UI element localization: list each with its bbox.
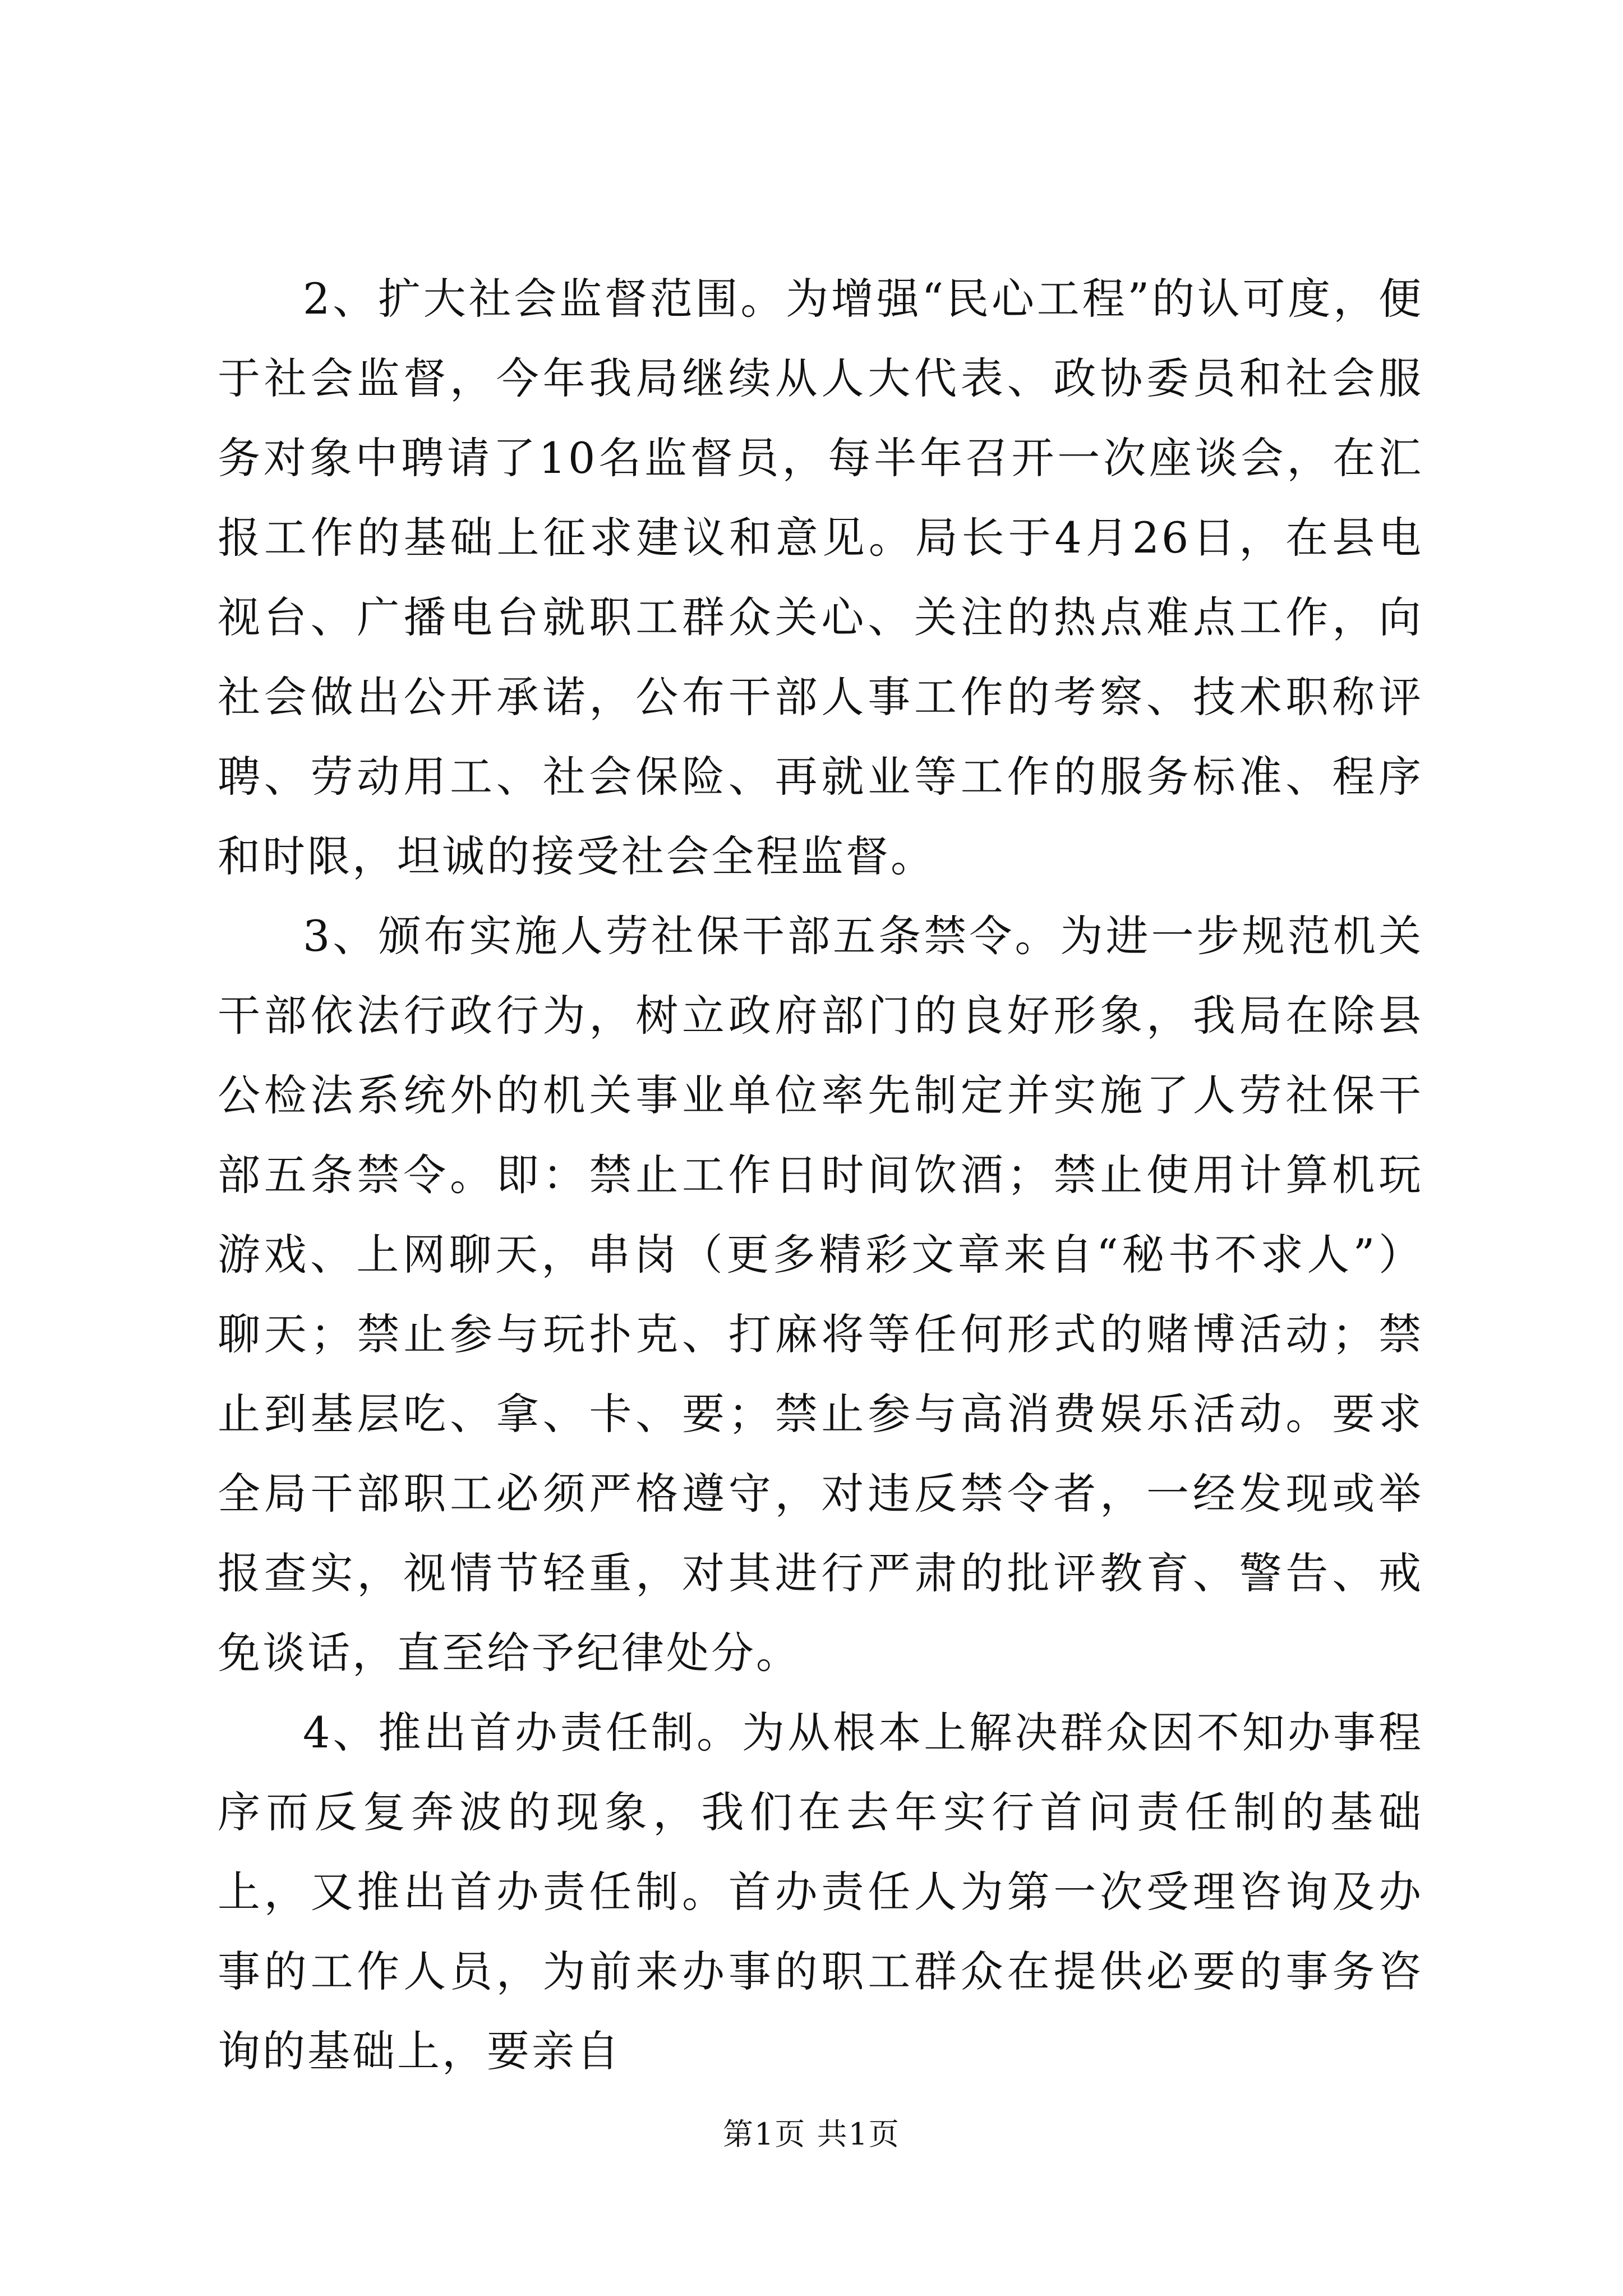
document-body bbox=[218, 259, 1423, 2091]
page-footer: 第1页 共1页 bbox=[723, 2116, 900, 2152]
paragraph-item-4: 4、推出首办责任制。为从根本上解决群众因不知办事程序而反复奔波的现象，我们在去年实行首问责任制的基础上，又推出首办责任制。首办责任人为第一次受理咨询及办事的工作人员，为前来办事的职工群众在提供必要的事务咨询的基础上，要亲自 bbox=[218, 1708, 1423, 2076]
paragraph-item-2: 2、扩大社会监督范围。为增强“民心工程”的认可度，便于社会监督，今年我局继续从人大代表、政协委员和社会服务对象中聘请了10名监督员，每半年召开一次座谈会，在汇报工作的基础上征求建议和意见。局长于4月26日，在县电视台、广播电台就职工群众关心、关注的热点难点工作，向社会做出公开承诺，公布干部人事工作的考察、技术职称评聘、劳动用工、社会保险、再就业等工作的服务标准、程序和时限，坦诚的接受社会全程监督。 bbox=[218, 274, 1423, 881]
paragraph-item-3: 3、颁布实施人劳社保干部五条禁令。为进一步规范机关干部依法行政行为，树立政府部门的良好形象，我局在除县公检法系统外的机关事业单位率先制定并实施了人劳社保干部五条禁令。即：禁止工作日时间饮酒；禁止使用计算机玩游戏、上网聊天，串岗（更多精彩文章来自“秘书不求人”）聊天；禁止参与玩扑克、打麻将等任何形式的赌博活动；禁止到基层吃、拿、卡、要；禁止参与高消费娱乐活动。要求全局干部职工必须严格遵守，对违反禁令者，一经发现或举报查实，视情节轻重，对其进行严肃的批评教育、警告、戒免谈话，直至给予纪律处分。 bbox=[218, 911, 1423, 1678]
